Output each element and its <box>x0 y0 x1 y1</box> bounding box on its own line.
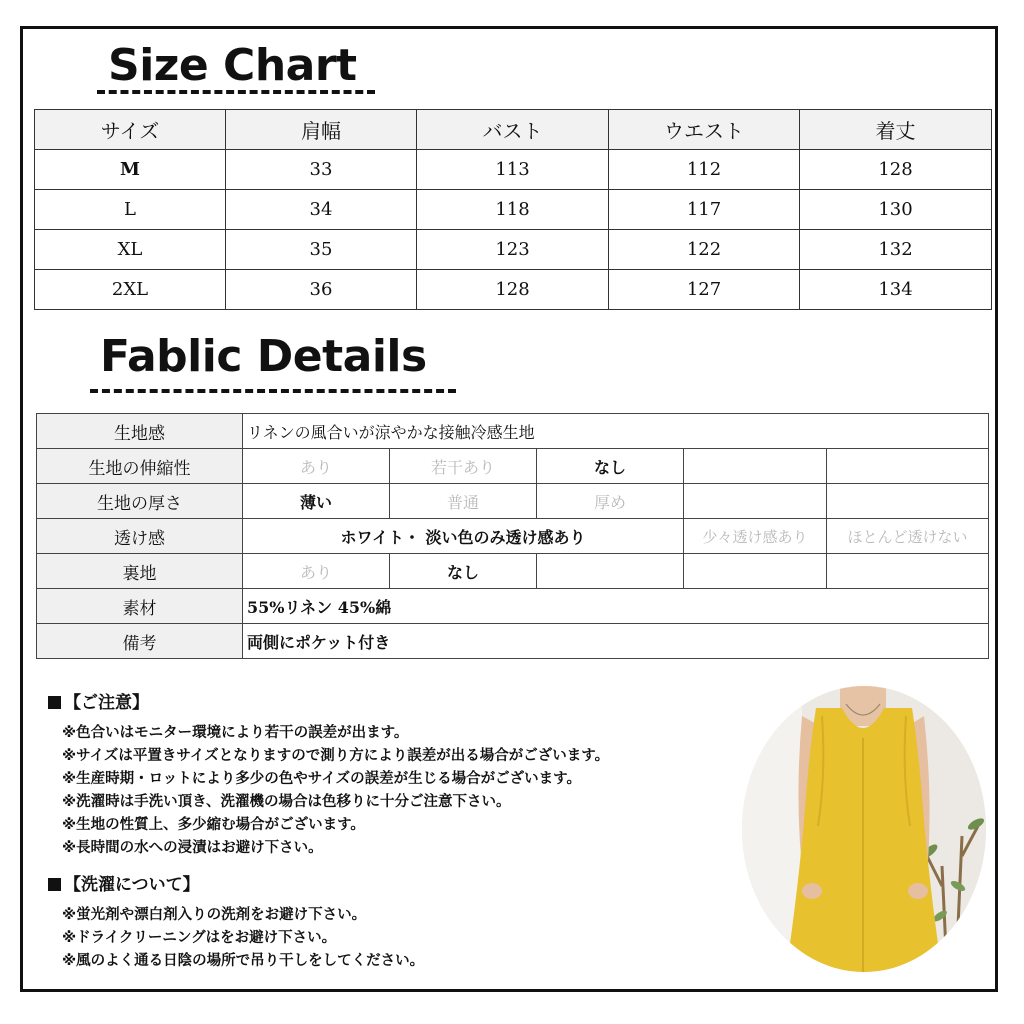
lining-option-selected: なし <box>390 554 537 589</box>
table-cell: 113 <box>417 150 609 190</box>
remarks-label: 備考 <box>37 624 243 659</box>
table-row <box>37 589 989 624</box>
table-cell: 35 <box>226 230 417 270</box>
size-cell: 2XL <box>35 270 226 310</box>
header-size: サイズ <box>35 110 226 150</box>
list-item: ※蛍光剤や漂白剤入りの洗剤をお避け下さい。 <box>62 907 367 923</box>
size-chart-title-underline <box>97 90 375 94</box>
table-row <box>37 519 989 554</box>
header-waist: ウエスト <box>609 110 800 150</box>
material-value: 55%リネン 45%綿 <box>243 589 989 624</box>
feel-value: リネンの風合いが涼やかな接触冷感生地 <box>243 414 989 449</box>
list-item: ※洗濯時は手洗い頂き、洗濯機の場合は色移りに十分ご注意下さい。 <box>62 794 511 810</box>
table-cell: 117 <box>609 190 800 230</box>
size-table-header-row <box>35 110 992 150</box>
empty-cell <box>537 554 684 589</box>
caution-title-text: 【ご注意】 <box>64 693 149 713</box>
thickness-option-selected: 薄い <box>243 484 390 519</box>
sheer-option: ほとんど透けない <box>827 519 989 554</box>
material-label: 素材 <box>37 589 243 624</box>
sheer-label: 透け感 <box>37 519 243 554</box>
fabric-title-underline <box>90 389 456 393</box>
washing-list <box>62 904 424 973</box>
lining-option: あり <box>243 554 390 589</box>
table-cell: 128 <box>800 150 992 190</box>
table-row <box>37 484 989 519</box>
list-item: ※サイズは平置きサイズとなりますので測り方により誤差が出る場合がございます。 <box>62 748 610 764</box>
table-cell: 33 <box>226 150 417 190</box>
table-cell: 127 <box>609 270 800 310</box>
thickness-option: 普通 <box>390 484 537 519</box>
washing-title <box>48 870 200 895</box>
size-cell: XL <box>35 230 226 270</box>
table-row <box>37 414 989 449</box>
table-row <box>35 270 992 310</box>
table-cell: 118 <box>417 190 609 230</box>
table-cell: 123 <box>417 230 609 270</box>
washing-title-text: 【洗濯について】 <box>64 875 200 895</box>
header-bust: バスト <box>417 110 609 150</box>
lining-label: 裏地 <box>37 554 243 589</box>
list-item: ※生地の性質上、多少縮む場合がございます。 <box>62 817 365 833</box>
list-item: ※色合いはモニター環境により若干の誤差が出ます。 <box>62 725 409 741</box>
stretch-option: 若干あり <box>390 449 537 484</box>
remarks-value: 両側にポケット付き <box>243 624 989 659</box>
fabric-table <box>36 413 989 659</box>
thickness-label: 生地の厚さ <box>37 484 243 519</box>
table-cell: 134 <box>800 270 992 310</box>
dress-illustration <box>742 686 986 972</box>
product-photo <box>742 686 986 972</box>
table-row <box>37 554 989 589</box>
table-row <box>37 449 989 484</box>
table-cell: 122 <box>609 230 800 270</box>
empty-cell <box>827 449 989 484</box>
stretch-option-selected: なし <box>537 449 684 484</box>
fabric-details-title: Fablic Details <box>100 331 427 382</box>
header-shoulder: 肩幅 <box>226 110 417 150</box>
size-cell: L <box>35 190 226 230</box>
table-cell: 34 <box>226 190 417 230</box>
sheer-option: 少々透け感あり <box>684 519 827 554</box>
empty-cell <box>827 554 989 589</box>
caution-list <box>62 722 609 860</box>
list-item: ※生産時期・ロットにより多少の色やサイズの誤差が生じる場合がございます。 <box>62 771 581 787</box>
table-row <box>37 624 989 659</box>
feel-label: 生地感 <box>37 414 243 449</box>
black-square-icon <box>48 878 61 891</box>
sheer-option-selected: ホワイト・ 淡い色のみ透け感あり <box>243 519 684 554</box>
stretch-label: 生地の伸縮性 <box>37 449 243 484</box>
empty-cell <box>684 554 827 589</box>
list-item: ※長時間の水への浸漬はお避け下さい。 <box>62 840 323 856</box>
table-row <box>35 150 992 190</box>
stretch-option: あり <box>243 449 390 484</box>
size-cell: M <box>35 150 226 190</box>
table-cell: 112 <box>609 150 800 190</box>
table-cell: 128 <box>417 270 609 310</box>
size-table <box>34 109 992 310</box>
table-cell: 130 <box>800 190 992 230</box>
empty-cell <box>827 484 989 519</box>
caution-title <box>48 688 149 713</box>
table-cell: 36 <box>226 270 417 310</box>
black-square-icon <box>48 696 61 709</box>
list-item: ※風のよく通る日陰の場所で吊り干しをしてください。 <box>62 953 425 969</box>
empty-cell <box>684 484 827 519</box>
empty-cell <box>684 449 827 484</box>
table-cell: 132 <box>800 230 992 270</box>
header-length: 着丈 <box>800 110 992 150</box>
size-chart-title: Size Chart <box>108 40 357 91</box>
thickness-option: 厚め <box>537 484 684 519</box>
list-item: ※ドライクリーニングはをお避け下さい。 <box>62 930 337 946</box>
table-row <box>35 190 992 230</box>
table-row <box>35 230 992 270</box>
